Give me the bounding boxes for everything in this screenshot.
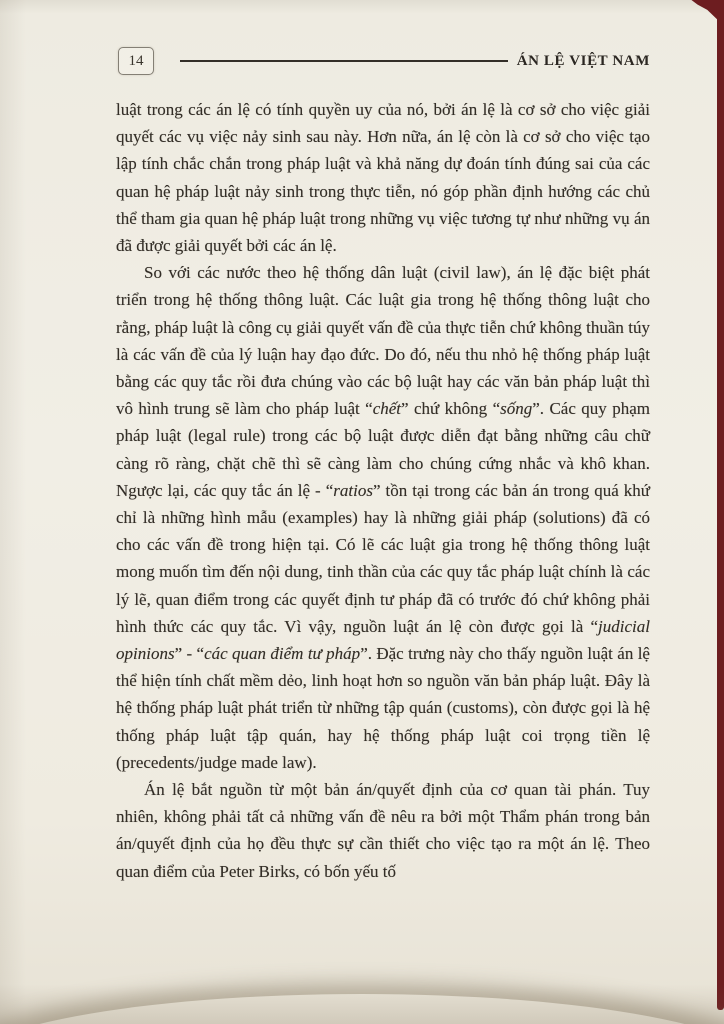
text-segment: ” tồn tại trong các bản án trong quá khứ chỉ là những hình mẫu (examples) hay là những giải pháp (solutions) đã có cho các vấn đề trong hiện tại. Có lẽ các luật gia trong hệ thống thông luật mong muốn tìm đến nội dung, tinh thần của các quy tắc pháp luật chính là các lý lẽ, quan điểm trong các quyết định tư pháp đã có trước đó chứ không phải hình thức các quy tắc. Vì vậy, nguồn luật án lệ còn được gọi là “ <box>116 480 650 636</box>
bottom-edge-shadow <box>0 984 724 1024</box>
paragraph <box>116 259 650 776</box>
text-segment: So với các nước theo hệ thống dân luật (civil law), án lệ đặc biệt phát triển trong hệ thống thông luật. Các luật gia trong hệ thống thông luật cho rằng, pháp luật là công cụ giải quyết vấn đề của thực tiễn chứ không thuần túy là các vấn đề của lý luận hay đạo đức. Do đó, nếu thu nhỏ hệ thống pháp luật bằng các quy tắc rồi đưa chúng vào các bộ luật hay các văn bản pháp luật thì vô hình trung sẽ làm cho pháp luật “ <box>116 263 650 419</box>
text-segment-italic: ratios <box>333 480 373 500</box>
page-body <box>116 96 650 885</box>
text-segment: Án lệ bắt nguồn từ một bản án/quyết định của cơ quan tài phán. Tuy nhiên, không phải tất cả những vấn đề nêu ra bởi một Thẩm phán trong bản án/quyết định của họ đều thực sự cần thiết cho việc tạo ra một án lệ. Theo quan điểm của Peter Birks, có bốn yếu tố <box>116 780 650 881</box>
page-curl-shadow <box>0 994 724 1024</box>
cover-edge-strip <box>717 16 724 1010</box>
text-segment-italic: các quan điểm tư pháp <box>204 644 361 664</box>
top-edge-shadow <box>0 0 724 14</box>
text-segment: ”. Đặc trưng này cho thấy nguồn luật án lệ thể hiện tính chất mềm dẻo, linh hoạt hơn so nguồn văn bản pháp luật. Đây là hệ thống pháp luật phát triển từ những tập quán (customs), còn được gọi là hệ thống pháp luật tập quán, hay hệ thống pháp luật coi trọng tiền lệ (precedents/judge made law). <box>116 644 650 772</box>
text-segment-italic: judicial opinions <box>116 616 650 664</box>
page-header <box>118 47 650 75</box>
left-edge-shadow <box>0 0 26 1024</box>
text-segment-italic: chết <box>372 399 402 419</box>
paragraph <box>116 776 650 885</box>
header-divider <box>180 60 508 62</box>
header-title: ÁN LỆ VIỆT NAM <box>516 52 650 69</box>
paragraph <box>116 96 650 259</box>
text-segment: ” chứ không “ <box>401 399 501 419</box>
text-segment-italic: sống <box>500 399 533 419</box>
page-number: 14 <box>118 47 154 75</box>
text-segment: luật trong các án lệ có tính quyền uy của nó, bởi án lệ là cơ sở cho việc giải quyết các vụ việc nảy sinh sau này. Hơn nữa, án lệ còn là cơ sở cho việc tạo lập tính chắc chắn trong pháp luật và khả năng dự đoán tính đúng sai của các quan hệ pháp luật nảy sinh trong thực tiễn, nó góp phần định hướng các chủ thể tham gia quan hệ pháp luật trong những vụ việc tương tự như những vụ án đã được giải quyết bởi các án lệ. <box>116 100 650 256</box>
text-segment: ” - “ <box>174 644 205 664</box>
text-segment: ”. Các quy phạm pháp luật (legal rule) trong các bộ luật được diễn đạt bằng những câu chữ càng rõ ràng, chặt chẽ thì sẽ càng làm cho chúng cứng nhắc và khô khan. Ngược lại, các quy tắc án lệ - “ <box>116 399 650 500</box>
